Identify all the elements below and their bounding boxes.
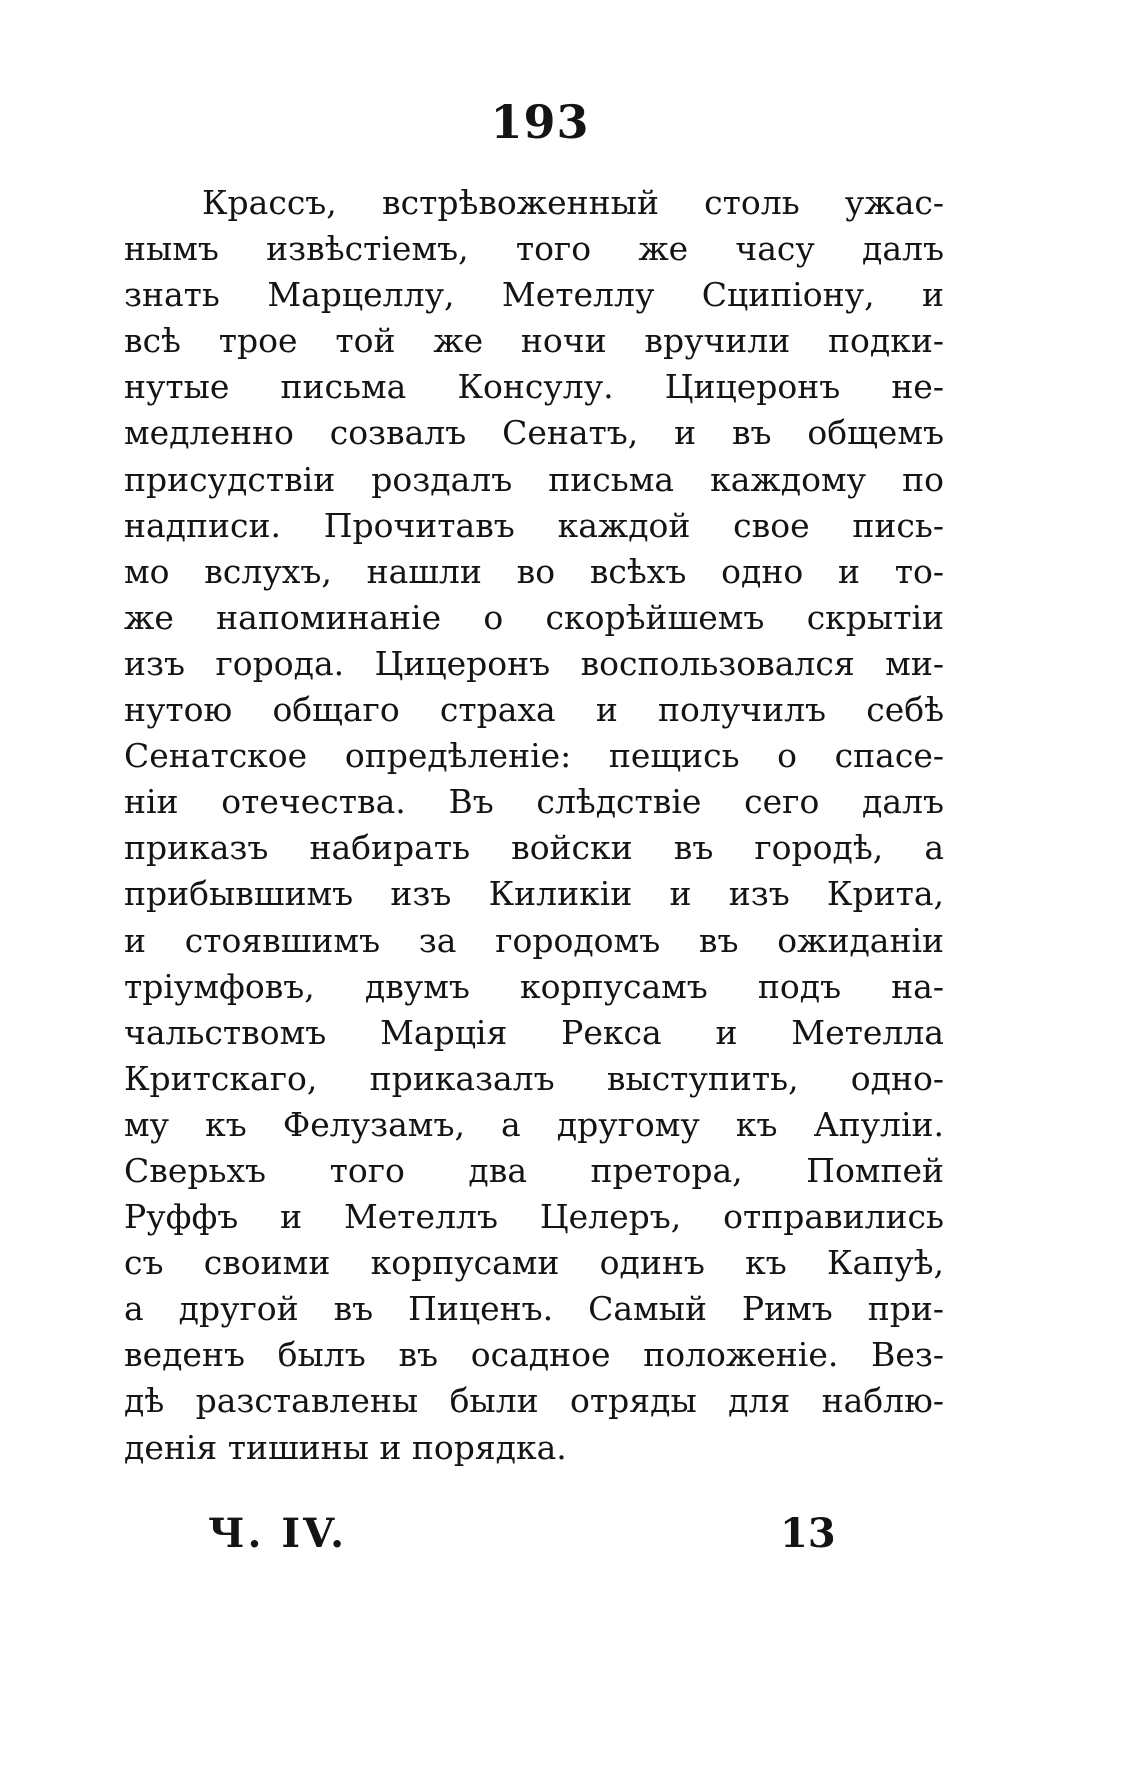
page-footer bbox=[0, 1510, 1140, 1570]
text-line: мо вслухъ, нашли во всѣхъ одно и то- bbox=[124, 551, 944, 591]
sheet-number: 13 bbox=[780, 1510, 836, 1557]
text-line: Критскаго, приказалъ выступить, одно- bbox=[124, 1058, 944, 1098]
body-text bbox=[124, 180, 944, 1471]
text-line: и стоявшимъ за городомъ въ ожиданіи bbox=[124, 920, 944, 960]
text-line: му къ Фелузамъ, а другому къ Апуліи. bbox=[124, 1104, 944, 1144]
text-line: надписи. Прочитавъ каждой свое пись- bbox=[124, 505, 944, 545]
text-line: ніи отечества. Въ слѣдствіе сего далъ bbox=[124, 782, 944, 822]
text-line: присудствіи роздалъ письма каждому по bbox=[124, 459, 944, 499]
text-line: Крассъ, встрѣвоженный столь ужас- bbox=[202, 183, 944, 222]
text-line: веденъ былъ въ осадное положеніе. Вез- bbox=[124, 1335, 944, 1375]
text-line: чальствомъ Марція Рекса и Метелла bbox=[124, 1012, 944, 1052]
text-line: прибывшимъ изъ Киликіи и изъ Крита, bbox=[124, 874, 944, 914]
text-line: дѣ разставлены были отряды для наблю- bbox=[124, 1381, 944, 1421]
text-line: денія тишины и порядка. bbox=[124, 1427, 567, 1467]
text-line: же напоминаніе о скорѣйшемъ скрытіи bbox=[124, 597, 944, 637]
text-line: приказъ набирать войски въ городѣ, а bbox=[124, 828, 944, 868]
text-line: знать Марцеллу, Метеллу Сципіону, и bbox=[124, 275, 944, 315]
page-number: 193 bbox=[490, 95, 590, 149]
text-line: нутою общаго страха и получилъ себѣ bbox=[124, 690, 944, 730]
text-line: изъ города. Цицеронъ воспользовался ми- bbox=[124, 643, 944, 683]
text-line: Руффъ и Метеллъ Целеръ, отправились bbox=[124, 1197, 944, 1237]
text-line: Сенатское опредѣленіе: пещись о спасе- bbox=[124, 736, 944, 776]
text-line: съ своими корпусами одинъ къ Капуѣ, bbox=[124, 1243, 944, 1283]
text-line: тріумфовъ, двумъ корпусамъ подъ на- bbox=[124, 966, 944, 1006]
text-line: а другой въ Пиценъ. Самый Римъ при- bbox=[124, 1289, 944, 1329]
volume-signature: Ч. IV. bbox=[208, 1510, 348, 1557]
text-line: Сверьхъ того два претора, Помпей bbox=[124, 1150, 944, 1190]
text-line: нутые письма Консулу. Цицеронъ не- bbox=[124, 367, 944, 407]
text-line: нымъ извѣстіемъ, того же часу далъ bbox=[124, 229, 944, 269]
text-line: всѣ трое той же ночи вручили подки- bbox=[124, 321, 944, 361]
text-line: медленно созвалъ Сенатъ, и въ общемъ bbox=[124, 413, 944, 453]
